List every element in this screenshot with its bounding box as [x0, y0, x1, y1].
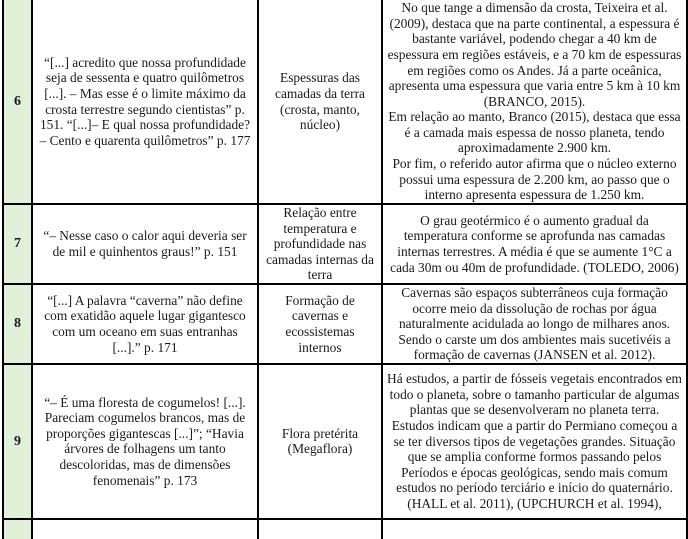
- book-quote: “[...] A palavra “caverna” não define com exatidão aquele lugar gigantesco com um oceano em suas entranhas [...].” p. 171: [32, 284, 258, 364]
- comparison-table: [2, 0, 688, 539]
- description-paragraph: No que tange a dimensão da crosta, Teixeira et al. (2009), destaca que na parte continental, a espessura é bastante variável, podendo chegar a 40 km de espessura em regiões estáveis, e a 70 km de espessuras em regiões como os Andes. Já a parte oceânica, apresenta uma espessura que varia entre 5 km à 10 km (BRANCO, 2015).: [387, 0, 682, 109]
- table-row: [3, 284, 687, 364]
- table-row: [3, 204, 687, 284]
- book-quote: [32, 519, 258, 539]
- table-row: [3, 364, 687, 519]
- scientific-description: Cavernas são espaços subterrâneos cuja formação ocorre meio da dissolução de rochas por água naturalmente acidulada ao longo de milhares anos. Sendo o carste um dos ambientes mais sucetivéis a formação de cavernas (JANSEN et al. 2012).: [382, 284, 687, 364]
- book-quote: “– Nesse caso o calor aqui deveria ser de mil e quinhentos graus!” p. 151: [32, 204, 258, 284]
- topic-cell: Espessuras das camadas da terra (crosta, manto, núcleo): [258, 0, 382, 204]
- topic-cell: Flora pretérita (Megaflora): [258, 364, 382, 519]
- row-number: 9: [3, 364, 32, 519]
- table-row-partial: [3, 519, 687, 539]
- scientific-description: [382, 0, 687, 204]
- topic-cell: [258, 519, 382, 539]
- book-quote: “[...] acredito que nossa profundidade seja de sessenta e quatro quilômetros [...]. – Mas esse é o limite máximo da crosta terrestre segundo cientistas” p. 151. “[...]– E qual nossa profundidade? – Cento e quarenta quilômetros” p. 177: [32, 0, 258, 204]
- row-number: 6: [3, 0, 32, 204]
- topic-cell: Relação entre temperatura e profundidade nas camadas internas da terra: [258, 204, 382, 284]
- row-number: 7: [3, 204, 32, 284]
- row-number-cell: [3, 519, 32, 539]
- scientific-description: O grau geotérmico é o aumento gradual da temperatura conforme se aprofunda nas camadas internas terrestres. A média é que se aumente 1°C a cada 30m ou 40m de profundidade. (TOLEDO, 2006): [382, 204, 687, 284]
- row-number: 8: [3, 284, 32, 364]
- description-paragraph: Em relação ao manto, Branco (2015), destaca que essa é a camada mais espessa de nosso planeta, tendo aproximadamente 2.900 km.: [388, 109, 681, 156]
- description-paragraph: Por fim, o referido autor afirma que o núcleo externo possui uma espessura de 2.200 km, ao passo que o interno apresenta espessura de 1.250 km.: [392, 156, 677, 203]
- scientific-description: [382, 519, 687, 539]
- table-row: [3, 0, 687, 204]
- topic-cell: Formação de cavernas e ecossistemas internos: [258, 284, 382, 364]
- book-quote: “– É uma floresta de cogumelos! [...]. Pareciam cogumelos brancos, mas de proporções gigantescas [...]”; “Havia árvores de folhagens um tanto descoloridas, mas de dimensões fenomenais” p. 173: [32, 364, 258, 519]
- scientific-description: Há estudos, a partir de fósseis vegetais encontrados em todo o planeta, sobre o tamanho particular de algumas plantas que se desenvolveram no planeta terra. Estudos indicam que a partir do Permiano começou a se ter diversos tipos de vegetações grandes. Situação que se amplia conforme formos passando pelos Períodos e épocas geológicas, sendo mais comum estudos no período terciário e início do quaternário. (HALL et al. 2011), (UPCHURCH et al. 1994),: [382, 364, 687, 519]
